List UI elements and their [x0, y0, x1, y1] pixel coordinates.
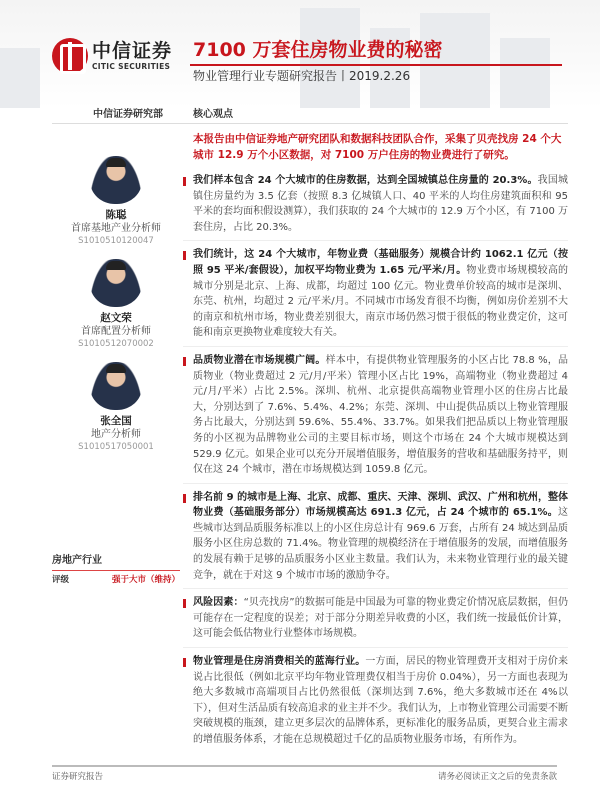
industry-rating: [52, 554, 180, 586]
key-point-body: 一方面，居民的物业管理费开支相对于房价来说占比很低（例如北京平均年物业管理费仅相当于房价 0.04%），另一方面也表现为绝大多数城市高端项目占比仍然很低（深圳达到 7.6%，绝大多数城市还在 4%以下），但对生活品质有较高追求的业主并不少。我们认为，上市物业管理公司需要不断突破规模的瓶颈，建立更多层次的品牌体系，更标准化的服务品质，更契合业主需求的增值服务体系，才能在总规模超过千亿的品质物业服务市场，有所作为。: [193, 656, 569, 745]
left-column: [52, 156, 180, 586]
analyst-name: 陈聪: [105, 209, 127, 221]
report-subtitle: 物业管理行业专题研究报告丨2019.2.26: [193, 69, 411, 83]
key-point-body: “贝壳找房”的数据可能是中国最为可靠的物业费定价情况底层数据，但仍可能存在一定程度的误差；对于部分分期差异收费的小区，我们统一按最低价计算，这可能会低估物业行业整体市场规模。: [193, 597, 568, 640]
report-header: [0, 0, 600, 108]
logo-en: CITIC SECURITIES: [92, 62, 171, 71]
key-point: [183, 595, 568, 648]
key-point-body: 我国城镇住房量约为 3.5 亿套（按照 8.3 亿城镇人口、40 平米的人均住房建筑面积和 95 平米的套均面积假设测算），我们获取的 24 个大城市的 12.9 万个小区，有 7100 万套住房，占比 20.3%。: [193, 175, 568, 233]
analyst-id: S1010510120047: [78, 236, 154, 246]
intro-summary: 本报告由中信证券地产研究团队和数据科技团队合作，采集了贝壳找房 24 个大城市 12.9 万个小区数据，对 7100 万户住房的物业费进行了研究。: [193, 133, 562, 161]
footer-disclaimer: 请务必阅读正文之后的免责条款: [437, 772, 557, 782]
analyst-name: 赵文荣: [100, 312, 132, 324]
rating-value: 强于大市（维持）: [111, 575, 180, 585]
analyst-card: [52, 156, 180, 247]
rating-label: 评级: [52, 575, 70, 585]
analyst-photo: [90, 259, 142, 307]
citic-logo-icon: [52, 38, 88, 74]
key-point-lead: 物业管理是住房消费相关的蓝海行业。: [193, 656, 366, 668]
analyst-title: 地产分析师: [91, 429, 141, 440]
key-point-lead: 我们统计，这 24 个大城市，年物业费（基础服务）规模合计约 1062.1 亿元（按照 95 平米/套假设），加权平均物业费为 1.65 元/平米/月。: [193, 249, 568, 276]
analyst-title: 首席配置分析师: [81, 326, 151, 337]
key-point-body: 样本中，有提供物业管理服务的小区占比 78.8 %，品质物业（物业费超过 2 元/月/平米）管理小区占比 19%，高端物业（物业费超过 4 元/月/平米）占比 2.5%。深圳、杭州、北京提供高端物业管理小区的住房占比最大，分别达到了 7.6%、5.4%、4.2%；东莞、深圳、中山提供品质以上物业管理服务占比最大，分别达到 59.6%、55.4%、33.7%。如果我们把品质以上物业管理服务的小区视为品牌物业公司的主要目标市场，则这个市场在 24 个大城市规模达到 529.9 亿元。如果企业可以充分开展增值服务，增值服务的营收和基础服务持平，则仅在这 24 个城市，潜在市场规模达到 1059.8 亿元。: [193, 354, 569, 476]
key-point-lead: 排名前 9 的城市是上海、北京、成都、重庆、天津、深圳、武汉、广州和杭州，整体物业费（基础服务部分）市场规模高达 691.3 亿元，占 24 个城市的 65.1%。: [193, 491, 568, 519]
section-divider: [52, 123, 568, 124]
title-divider: [190, 64, 562, 66]
analyst-photo: [90, 362, 142, 410]
industry-name: 房地产行业: [52, 554, 180, 571]
report-title: 7100 万套住房物业费的秘密: [193, 39, 443, 61]
key-point: [183, 353, 568, 484]
page-footer: [52, 765, 557, 789]
key-point: [183, 490, 568, 590]
logo-cn: 中信证券: [92, 40, 173, 62]
section-research-dept: 中信证券研究部: [93, 109, 163, 120]
analyst-card: [52, 362, 180, 453]
key-point-lead: 我们样本包含 24 个大城市的住房数据，达到全国城镇总住房量的 20.3%。: [193, 175, 538, 186]
key-point-lead: 品质物业潜在市场规模广阔。: [193, 354, 326, 366]
key-point: [183, 173, 568, 241]
key-point: [183, 654, 568, 753]
key-point-body: 这些城市达到品质服务标准以上的小区住房总计有 969.6 万套，占所有 24 城达到品质服务小区住房总数的 71.4%。物业管理的规模经济在于增值服务的发展，而增值服务的发展有赖于足够的品质服务小区业主数量。我们认为，未来物业管理行业的最关键竞争，就在于对这 9 个城市市场的激励争夺。: [193, 507, 568, 581]
analyst-title: 首席基地产业分析师: [71, 223, 161, 234]
key-point-body: 物业费市场规模较高的城市分别是北京、上海、成都，均超过 100 亿元。物业费单价较高的城市是深圳、东莞、杭州，均超过 2 元/平米/月。不同城市市场发育很不均衡，例如房价差别不大的南京和杭州市场，物业费差别很大，南京市场仍然习惯于很低的物业费定价，这可能和南京更换物业难度较大有关。: [193, 264, 568, 339]
analyst-photo: [90, 156, 142, 204]
analyst-card: [52, 259, 180, 350]
citic-logo: [52, 38, 172, 74]
footer-label: 证券研究报告: [52, 772, 104, 782]
section-key-points: 核心观点: [193, 109, 233, 120]
key-point-lead: 风险因素：: [193, 597, 244, 609]
analyst-id: S1010512070002: [78, 339, 154, 349]
analyst-id: S1010517050001: [78, 442, 154, 452]
analyst-name: 张全国: [100, 415, 132, 427]
key-point: [183, 247, 568, 347]
